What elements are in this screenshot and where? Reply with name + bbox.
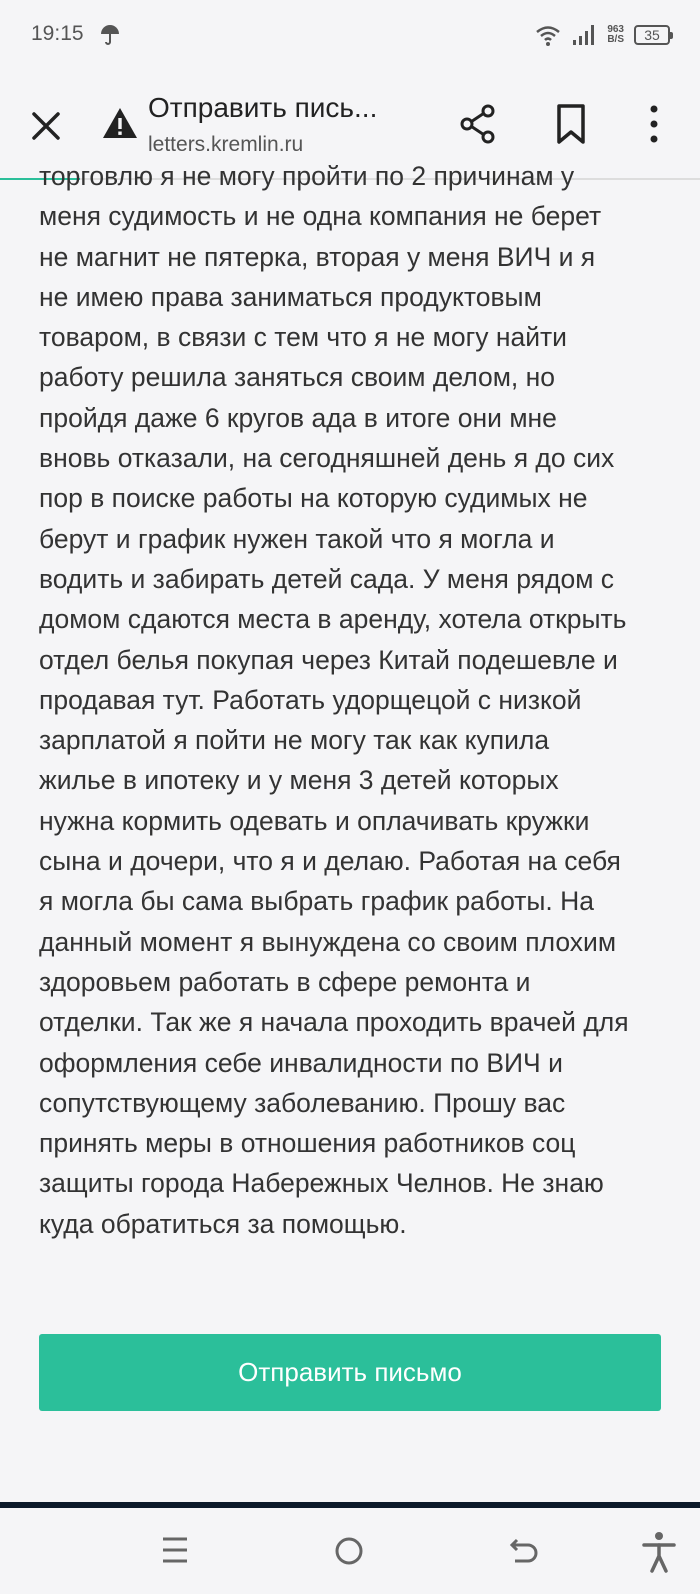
letter-line: домом сдаются места в аренду, хотела открыть bbox=[39, 604, 627, 635]
letter-line: водить и забирать детей сада. У меня рядом с bbox=[39, 563, 615, 594]
letter-line: здоровьем работать в сфере ремонта и bbox=[39, 966, 531, 997]
bookmark-icon[interactable] bbox=[553, 102, 589, 146]
net-speed-unit: B/S bbox=[607, 34, 624, 45]
share-icon[interactable] bbox=[458, 102, 498, 146]
page-title: Отправить пись... bbox=[148, 92, 378, 123]
status-indicators bbox=[535, 20, 670, 50]
letter-line: вновь отказали, на сегодняшней день я до сих bbox=[39, 443, 615, 474]
page-content bbox=[0, 161, 700, 1508]
net-speed bbox=[607, 25, 624, 45]
letter-line: пор в поиске работы на которую судимых не bbox=[39, 483, 588, 514]
warning-icon[interactable] bbox=[102, 106, 138, 140]
letter-line: не магнит не пятерка, вторая у меня ВИЧ и я bbox=[39, 241, 596, 272]
letter-line: куда обратиться за помощью. bbox=[39, 1208, 407, 1239]
battery-level: 35 bbox=[644, 27, 660, 43]
letter-line: берут и график нужен такой что я могла и bbox=[39, 523, 555, 554]
letter-line: сына и дочери, что я и делаю. Работая на себя bbox=[39, 846, 621, 877]
letter-line: не имею права заниматься продуктовым bbox=[39, 281, 542, 312]
letter-line: я могла бы сама выбрать график работы. На bbox=[39, 886, 595, 917]
letter-line: торговлю я не могу пройти по 2 причинам у bbox=[39, 161, 575, 191]
letter-line: оформления себе инвалидности по ВИЧ и bbox=[39, 1047, 563, 1078]
letter-body[interactable] bbox=[39, 156, 679, 1244]
send-letter-button[interactable]: Отправить письмо bbox=[39, 1334, 661, 1411]
letter-line: сопутствующему заболеванию. Прошу вас bbox=[39, 1087, 566, 1118]
letter-line: защиты города Набережных Челнов. Не знаю bbox=[39, 1168, 604, 1199]
home-icon[interactable] bbox=[334, 1536, 364, 1566]
system-nav-bar bbox=[0, 1508, 700, 1594]
more-icon[interactable] bbox=[642, 102, 666, 146]
status-bar bbox=[0, 0, 700, 70]
letter-line: принять меры в отношения работников соц bbox=[39, 1128, 576, 1159]
letter-line: отделки. Так же я начала проходить врачей для bbox=[39, 1007, 629, 1038]
page-url[interactable]: letters.kremlin.ru bbox=[148, 133, 304, 156]
letter-line: пройдя даже 6 кругов ада в итоге они мне bbox=[39, 402, 557, 433]
close-icon[interactable] bbox=[26, 106, 66, 146]
letter-line: меня судимость и не одна компания не берет bbox=[39, 201, 602, 232]
wifi-icon bbox=[535, 23, 561, 47]
letter-line: работу решила заняться своим делом, но bbox=[39, 362, 556, 393]
letter-line: товаром, в связи с тем что я не могу найти bbox=[39, 322, 567, 353]
letter-line: отдел белья покупая через Китай подешевле и bbox=[39, 644, 618, 675]
accessibility-icon[interactable] bbox=[641, 1530, 677, 1574]
letter-line: жилье в ипотеку и у меня 3 детей которых bbox=[39, 765, 559, 796]
letter-line: данный момент я вынуждена со своим плохим bbox=[39, 926, 617, 957]
net-speed-value: 963 bbox=[607, 24, 624, 35]
letter-line: зарплатой я пойти не могу так как купила bbox=[39, 725, 550, 756]
status-time: 19:15 bbox=[31, 22, 84, 45]
menu-icon[interactable] bbox=[160, 1530, 190, 1570]
letter-line: продавая тут. Работать удорщецой с низкой bbox=[39, 684, 582, 715]
umbrella-icon bbox=[99, 24, 121, 46]
battery-icon bbox=[634, 25, 670, 45]
letter-line: нужна кормить одевать и оплачивать кружки bbox=[39, 805, 590, 836]
signal-icon bbox=[571, 23, 597, 47]
back-icon[interactable] bbox=[509, 1535, 539, 1567]
